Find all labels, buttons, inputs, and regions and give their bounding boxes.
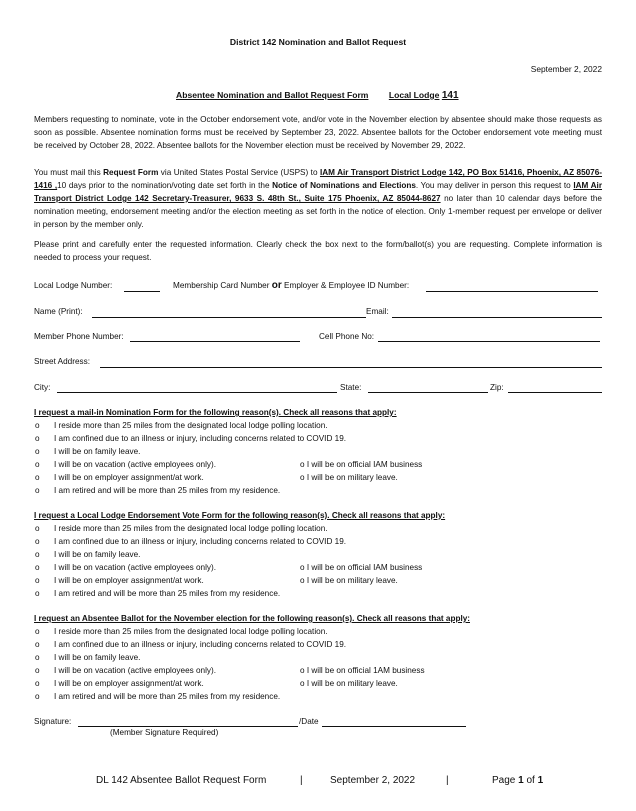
lodge-number: 141 bbox=[441, 90, 459, 101]
checkbox[interactable]: o bbox=[35, 653, 40, 662]
footer-separator: | bbox=[446, 775, 449, 786]
reason-item: I am confined due to an illness or injury, including concerns related to COVID 19. bbox=[54, 640, 347, 649]
city-label: City: bbox=[34, 383, 51, 392]
reason-item: I am confined due to an illness or injury, including concerns related to COVID 19. bbox=[54, 434, 347, 443]
checkbox[interactable]: o bbox=[35, 666, 40, 675]
phone-label: Member Phone Number: bbox=[34, 332, 124, 341]
reason-item-checkbox[interactable]: o I will be on military leave. bbox=[300, 473, 398, 482]
membership-card-label: Membership Card Number or Employer & Employee ID Number: bbox=[173, 280, 410, 291]
cell-phone-field[interactable] bbox=[378, 341, 600, 342]
footer-date: September 2, 2022 bbox=[330, 775, 416, 786]
reason-item: I am retired and will be more than 25 miles from my residence. bbox=[54, 486, 281, 495]
absentee-ballot-section-title: I request an Absentee Ballot for the November election for the following reason(s). Check all reasons that apply: bbox=[34, 614, 470, 623]
city-field[interactable] bbox=[57, 392, 337, 393]
instructions-paragraph: Please print and carefully enter the requested information. Clearly check the box next to the form/ballot(s) you are requesting. Complete information is needed to process your request. bbox=[34, 240, 602, 262]
checkbox[interactable]: o bbox=[35, 576, 40, 585]
date-label: /Date bbox=[299, 717, 319, 726]
footer-page-number: Page 1 of 1 bbox=[492, 775, 544, 786]
reason-item: I will be on employer assignment/at work. bbox=[54, 576, 204, 585]
form-header bbox=[176, 90, 459, 101]
document-date: September 2, 2022 bbox=[530, 64, 602, 74]
mail-paragraph: You must mail this Request Form via United States Postal Service (USPS) to IAM Air Transport District Lodge 142, PO Box 51416, Phoenix, AZ 85076-1416 ,10 days prior to the nomination/voting date set forth in the Notice of Nominations and Elections. You may deliver in person this request to IAM Air Transport District Lodge 142 Secretary-Treasurer, 9633 S. 48th St., Suite 175 Phoenix, AZ 85044-8627 no later than 10 calendar days before the nomination meeting, endorsement meeting and/or the election meeting as set forth in the notice of election. Only 1-member request per envelope or deliver in person by the member only. bbox=[34, 168, 603, 229]
checkbox[interactable]: o bbox=[35, 524, 40, 533]
reason-item: I will be on family leave. bbox=[54, 550, 141, 559]
date-field[interactable] bbox=[322, 726, 466, 727]
name-label: Name (Print): bbox=[34, 307, 83, 316]
reason-item: I will be on vacation (active employees only). bbox=[54, 666, 217, 675]
reason-item-checkbox[interactable]: o I will be on official 1AM business bbox=[300, 666, 425, 675]
reason-item-checkbox[interactable]: o I will be on military leave. bbox=[300, 679, 398, 688]
document-title: District 142 Nomination and Ballot Request bbox=[229, 37, 407, 47]
reason-item: I will be on vacation (active employees only). bbox=[54, 460, 217, 469]
zip-label: Zip: bbox=[490, 383, 504, 392]
checkbox[interactable]: o bbox=[35, 537, 40, 546]
reason-item: I am retired and will be more than 25 miles from my residence. bbox=[54, 589, 281, 598]
reason-item: I will be on employer assignment/at work. bbox=[54, 679, 204, 688]
signature-label: Signature: bbox=[34, 717, 72, 726]
lodge-label: Local Lodge 141 bbox=[388, 90, 459, 101]
reason-item: I am retired and will be more than 25 miles from my residence. bbox=[54, 692, 281, 701]
reason-item-checkbox[interactable]: o I will be on official IAM business bbox=[300, 460, 423, 469]
signature-field[interactable] bbox=[78, 726, 298, 727]
nomination-section-title: I request a mail-in Nomination Form for the following reason(s). Check all reasons that apply: bbox=[34, 408, 397, 417]
checkbox[interactable]: o bbox=[35, 589, 40, 598]
checkbox[interactable]: o bbox=[35, 679, 40, 688]
checkbox[interactable]: o bbox=[35, 640, 40, 649]
checkbox[interactable]: o bbox=[35, 486, 40, 495]
cell-phone-label: Cell Phone No: bbox=[319, 332, 375, 341]
checkbox[interactable]: o bbox=[35, 563, 40, 572]
reason-item: I will be on family leave. bbox=[54, 447, 141, 456]
footer-form-name: DL 142 Absentee Ballot Request Form bbox=[96, 775, 267, 786]
signature-note: (Member Signature Required) bbox=[110, 728, 219, 737]
email-label: Email: bbox=[366, 307, 389, 316]
reason-item-checkbox[interactable]: o I will be on military leave. bbox=[300, 576, 398, 585]
email-field[interactable] bbox=[392, 317, 602, 318]
checkbox[interactable]: o bbox=[35, 692, 40, 701]
reason-item: I reside more than 25 miles from the designated local lodge polling location. bbox=[54, 627, 328, 636]
checkbox[interactable]: o bbox=[35, 550, 40, 559]
reason-item: I will be on vacation (active employees only). bbox=[54, 563, 217, 572]
reason-item: I reside more than 25 miles from the designated local lodge polling location. bbox=[54, 524, 328, 533]
footer-separator: | bbox=[300, 775, 303, 786]
intro-paragraph: Members requesting to nominate, vote in the October endorsement vote, and/or vote in the November election by absentee should make those requests as soon as possible. Absentee nomination forms must be received by September 23, 2022. Absentee ballots for the October endorsement vote meeting must be received by October 28, 2022. Absentee ballots for the November election must be received by November 29, 2022. bbox=[34, 115, 602, 150]
endorsement-section-title: I request a Local Lodge Endorsement Vote Form for the following reason(s). Check all reasons that apply: bbox=[34, 511, 446, 520]
reason-item-checkbox[interactable]: o I will be on official IAM business bbox=[300, 563, 423, 572]
phone-field[interactable] bbox=[130, 341, 300, 342]
checkbox[interactable]: o bbox=[35, 421, 40, 430]
checkbox[interactable]: o bbox=[35, 434, 40, 443]
name-field[interactable] bbox=[92, 317, 366, 318]
local-lodge-number-label: Local Lodge Number: bbox=[34, 281, 113, 290]
checkbox[interactable]: o bbox=[35, 627, 40, 636]
state-field[interactable] bbox=[368, 392, 488, 393]
mail-address: IAM Air Transport District Lodge 142, PO Box 51416, Phoenix, AZ 85076-1416 , bbox=[34, 168, 603, 190]
checkbox[interactable]: o bbox=[35, 473, 40, 482]
delivery-address: IAM Air Transport District Lodge 142 Secretary-Treasurer, 9633 S. 48th St., Suite 175 Phoenix, AZ 85044-8627 bbox=[34, 181, 603, 203]
reason-item: I reside more than 25 miles from the designated local lodge polling location. bbox=[54, 421, 328, 430]
street-address-field[interactable] bbox=[100, 367, 602, 368]
reason-item: I will be on family leave. bbox=[54, 653, 141, 662]
state-label: State: bbox=[340, 383, 362, 392]
form-name: Absentee Nomination and Ballot Request Form bbox=[176, 90, 369, 100]
checkbox[interactable]: o bbox=[35, 460, 40, 469]
street-address-label: Street Address: bbox=[34, 357, 90, 366]
checkbox[interactable]: o bbox=[35, 447, 40, 456]
reason-item: I am confined due to an illness or injury, including concerns related to COVID 19. bbox=[54, 537, 347, 546]
local-lodge-number-field[interactable] bbox=[124, 291, 160, 292]
membership-card-field[interactable] bbox=[426, 291, 598, 292]
zip-field[interactable] bbox=[508, 392, 602, 393]
reason-item: I will be on employer assignment/at work. bbox=[54, 473, 204, 482]
